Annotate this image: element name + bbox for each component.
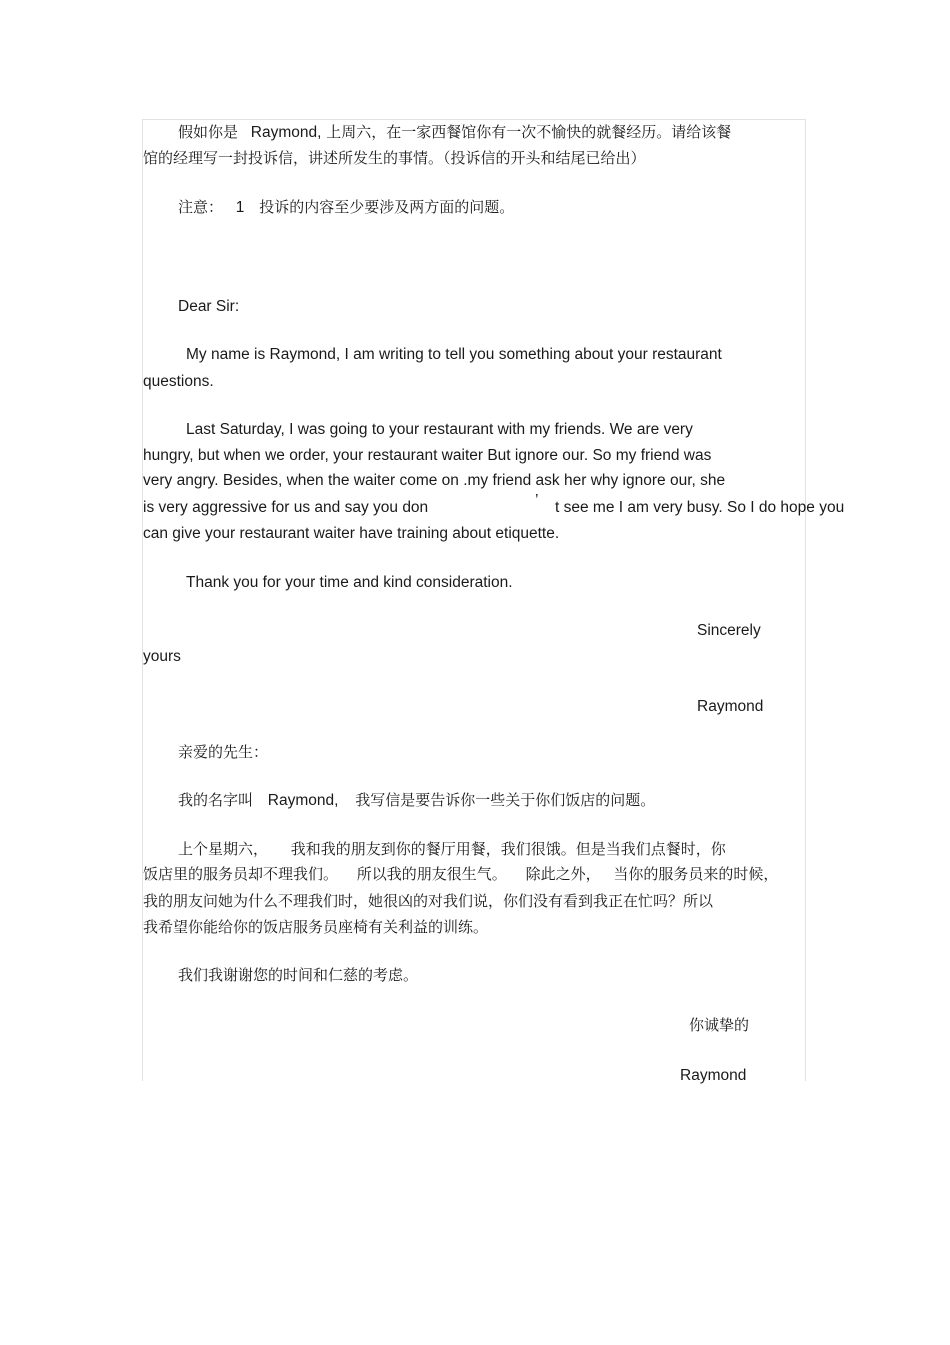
chinese-p2-line1 bbox=[178, 840, 726, 858]
english-greeting: Dear Sir: bbox=[178, 298, 240, 315]
task-note-num: 1 bbox=[235, 199, 245, 216]
english-p1-line1: My name is Raymond, I am writing to tell you something about your restaurant bbox=[186, 346, 722, 363]
english-p2-line1: Last Saturday, I was going to your restaurant with my friends. We are very bbox=[186, 421, 693, 438]
task-note bbox=[178, 198, 514, 217]
english-closing-2: yours bbox=[143, 648, 181, 665]
task-line-1a: 假如你是 bbox=[178, 123, 239, 141]
page-frame bbox=[142, 119, 806, 1081]
english-signature: Raymond bbox=[697, 698, 764, 715]
chinese-signature: Raymond bbox=[680, 1067, 747, 1084]
chinese-p2-line2c: 除此之外， bbox=[525, 865, 601, 883]
english-p2-line3: very angry. Besides, when the waiter come on .my friend ask her why ignore our, she bbox=[143, 472, 726, 489]
english-p1-line2: questions. bbox=[143, 373, 214, 390]
chinese-p2-line2d: 当你的服务员来的时候， bbox=[613, 865, 779, 883]
task-note-label: 注意： bbox=[178, 198, 224, 216]
chinese-p2-line4: 我希望你能给你的饭店服务员座椅有关利益的训练。 bbox=[143, 918, 489, 936]
chinese-p2-line2b: 所以我的朋友很生气。 bbox=[356, 865, 507, 883]
english-p2-line5: can give your restaurant waiter have training about etiquette. bbox=[143, 525, 560, 542]
chinese-greeting: 亲爱的先生： bbox=[178, 743, 269, 761]
chinese-p1b: Raymond, bbox=[267, 792, 339, 809]
english-apostrophe: ’ bbox=[535, 492, 539, 509]
english-p2-line4a: is very aggressive for us and say you don bbox=[143, 499, 429, 516]
chinese-p2-line1a: 上个星期六， bbox=[178, 840, 269, 858]
task-line-1c: 上周六，在一家西餐馆你有一次不愉快的就餐经历。请给该餐 bbox=[326, 123, 732, 141]
chinese-p1a: 我的名字叫 bbox=[178, 791, 254, 809]
english-p2-line4b: t see me I am very busy. So I do hope you bbox=[555, 499, 845, 516]
task-note-text: 投诉的内容至少要涉及两方面的问题。 bbox=[259, 198, 515, 216]
english-closing-1: Sincerely bbox=[697, 622, 761, 639]
chinese-p2-line2a: 饭店里的服务员却不理我们。 bbox=[143, 865, 339, 883]
task-line-1 bbox=[178, 123, 731, 142]
chinese-p1c: 我写信是要告诉你一些关于你们饭店的问题。 bbox=[355, 791, 656, 809]
english-p3: Thank you for your time and kind consideration. bbox=[186, 574, 513, 591]
chinese-p2-line3: 我的朋友问她为什么不理我们时，她很凶的对我们说，你们没有看到我正在忙吗？所以 bbox=[143, 892, 714, 910]
chinese-p3: 我们我谢谢您的时间和仁慈的考虑。 bbox=[178, 966, 419, 984]
task-line-2: 馆的经理写一封投诉信，讲述所发生的事情。（投诉信的开头和结尾已给出） bbox=[143, 149, 646, 167]
chinese-p2-line2 bbox=[143, 865, 778, 883]
task-line-1b: Raymond, bbox=[250, 124, 322, 141]
chinese-closing: 你诚挚的 bbox=[689, 1016, 750, 1034]
english-p2-line2: hungry, but when we order, your restaurant waiter But ignore our. So my friend was bbox=[143, 447, 712, 464]
chinese-p1 bbox=[178, 791, 655, 810]
chinese-p2-line1b: 我和我的朋友到你的餐厅用餐，我们很饿。但是当我们点餐时，你 bbox=[290, 840, 726, 858]
